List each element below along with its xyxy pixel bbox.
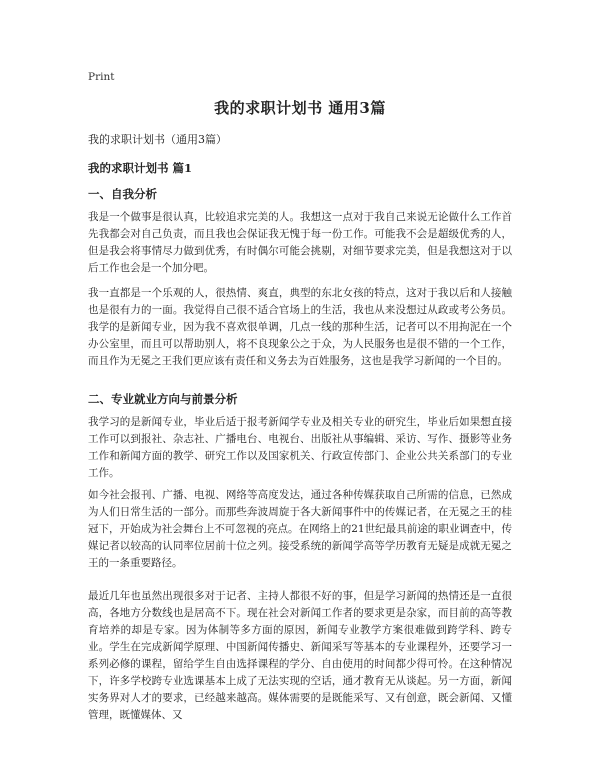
paragraph: 如今社会报刊、广播、电视、网络等高度发达，通过各种传媒获取自己所需的信息，已然成为人们日常生活的一部分。而那些奔波周旋于各大新闻事件中的传媒记者，在无冕之王的桂冠下，开始成为社会舞台上不可忽视的亮点。在网络上的21世纪最具前途的职业调查中，传媒记者以较高的认同率位居前十位之列。接受系统的新闻学高等学历教育无疑是成就无冕之王的一条重要路径。: [88, 489, 512, 569]
paragraph: 我一直都是一个乐观的人，很热情、爽直，典型的东北女孩的特点，这对于我以后和人接触也是很有力的一面。我觉得自己很不适合官场上的生活，我也从来没想过从政或考公务员。我学的是新闻专业，因为我不喜欢很单调，几点一线的那种生活，记者可以不用拘泥在一个办公室里，而且可以帮助别人，将不良现象公之于众，为人民服务也是很不错的一个工作，而且作为无冕之王我们更应该有责任和义务去为百姓服务，这也是我学习新闻的一个目的。: [88, 287, 512, 367]
paragraph: 我学习的是新闻专业，毕业后适于报考新闻学专业及相关专业的研究生，毕业后如果想直接工作可以到报社、杂志社、广播电台、电视台、出版社从事编辑、采访、写作、摄影等业务工作和新闻方面的教学、研究工作以及国家机关、行政宣传部门、企业公共关系部门的专业工作。: [88, 416, 512, 479]
section-title: 一、自我分析: [88, 187, 157, 201]
section-title: 二、专业就业方向与前景分析: [88, 392, 238, 406]
paragraph: 最近几年也虽然出现很多对于记者、主持人都很不好的事，但是学习新闻的热情还是一直很高，各地方分数线也是居高不下。现在社会对新闻工作者的要求更是杂家，而目前的高等教育培养的却是专家。因为体制等多方面的原因，新闻专业教学方案很难做到跨学科、跨专业。学生在完成新闻学原理、中国新闻传播史、新闻采写等基本的专业课程外，还要学习一系列必修的课程，留给学生自由选择课程的学分、自由使用的时间都少得可怜。在这种情况下，许多学校跨专业选课基本上成了无法实现的空话，通才教育无从谈起。另一方面，新闻实务界对人才的要求，已经越来越高。媒体需要的是既能采写、又有创意，既会新闻、又懂管理，既懂媒体、又: [88, 590, 512, 721]
paragraph: 我是一个做事是很认真，比较追求完美的人。我想这一点对于我自己来说无论做什么工作首先我都会对自己负责，而且我也会保证我无愧于每一份工作。可能我不会是超级优秀的人，但是我会将事情尽力做到优秀，有时偶尔可能会挑剔，对细节要求完美，但是我想这对于以后工作也会是一个加分吧。: [88, 211, 512, 274]
document-title: 我的求职计划书 通用3篇: [214, 99, 386, 117]
part-heading: 我的求职计划书 篇1: [88, 161, 193, 175]
document-subtitle: 我的求职计划书（通用3篇）: [88, 133, 227, 146]
print-link[interactable]: Print: [88, 71, 115, 83]
